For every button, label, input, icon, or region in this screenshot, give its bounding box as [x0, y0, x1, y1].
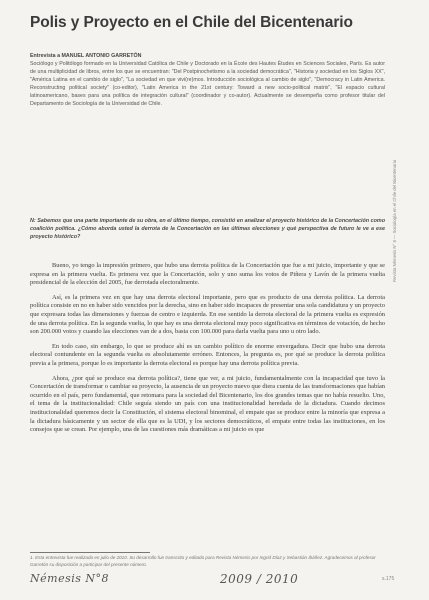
article-body — [30, 262, 385, 441]
interviewee-bio: Sociólogo y Politólogo formado en la Universidad Católica de Chile y Doctorado en la École des Hautes Études en Sciences Sociales, París. Es autor de una multiplicidad de libros, entre los que se encuentran: "Del Postpinochetismo a la sociedad democrática", "Historia y sociedad en los Siglos XX", "América Latina en el cambio de siglo", "La sociedad en que vivi(re)mos. Introducción sociológica al cambio de siglo", "Democracy in Latin America. Reconstructing political society" (co-editor), "Latin America in the 21st century: Toward a new socio-political matrix", "El espacio cultural latinoamericano, bases para una política de integración cultural" (coordinador y co-autor). Actualmente se desempeña como profesor titular del Departamento de Sociología de la Universidad de Chile. — [30, 61, 385, 107]
interviewee-name: Entrevista a MANUEL ANTONIO GARRETÓN — [30, 53, 142, 59]
body-paragraph: En todo caso, sin embargo, lo que se produce ahí es un cambio político de enorme envergadura. Decir que hubo una derrota electoral contundente en la segunda vuelta es absolutamente erróneo. Entonces, la pregunta es, por qué se produce la derrota política previa a la primera, porque lo es importante la derrota electoral es porque hay una derrota política previa. — [30, 342, 385, 367]
article-title: Polis y Proyecto en el Chile del Bicentenario — [30, 14, 353, 31]
footnote: 1. Esta entrevista fue realizada en julio de 2010. Su desarrollo fue transcrito y editado para Revista Némesis por Ingrid Díaz y Sebastián Ibáñez. Agradecemos al profesor Garretón su disposición a participar del presente número. — [30, 555, 376, 567]
handwritten-journal-note: Némesis N°8 — [30, 572, 110, 585]
interview-header — [30, 52, 385, 108]
page-number: s.175 — [382, 576, 395, 582]
side-margin-note: Revista Némesis N° 8 — Sociología en el Chile del Bicentenario — [392, 159, 397, 282]
body-paragraph: Bueno, yo tengo la impresión primero, que hubo una derrota política de la Concertación que fue a mi juicio, importante y que se expresa en la primera vuelta. Es primera vez que la Concertación, solo y uno suma los votos de Piñera y Lavín de la primera vuelta presidencial de la elección del 2005, fue derrotada electoralmente. — [30, 262, 385, 287]
body-paragraph: Así, es la primera vez en que hay una derrota electoral importante, pero que es producto de una derrota política. La derrota política consiste en no en haber sido vencidos por la derecha, sino en haber sido incapaces de presentar una sola candidatura y un proyecto que expresara todas las dimensiones y fuerzas de centro e izquierda. En ese sentido la derrota electoral de la primera vuelta es expresión de una derrota política. En la segunda vuelta, lo que hay es una derrota electoral muy poco significativa en términos de votación, de hecho son 200.000 votos y cuando las elecciones van de a dos, basta con 100.000 para darla vuelta para uno u otro lado. — [30, 293, 385, 336]
body-paragraph: Ahora, ¿por qué se produce esa derrota política?, tiene que ver, a mi juicio, fundamentalmente con la incapacidad que tuvo la Concertación de transformar o cambiar su proyecto, la ausencia de un proyecto nuevo que diera cuenta de las transformaciones que habían ocurrido en el país, pero fundamental, que retomara para la sociedad del Bicentenario, los dos grandes temas que no había resuelto. Uno, el tema de la institucionalidad: Chile seguía siendo un país con una institucionalidad heredada de la dictadura. Cuando decimos institucionalidad queremos decir la Constitución, el sistema electoral binominal, el empate que se produce entre la minoría que expresa a la dictadura básicamente y un sector de ella que es la UDI, y los sectores democráticos, el empate entre todas las instituciones, en los consejos que se crean. Por ejemplo, una de las cuestiones más dramáticas a mi juicio es que — [30, 374, 385, 434]
footnote-divider — [30, 552, 150, 553]
interview-question: N: Sabemos que una parte importante de su obra, en el último tiempo, consistió en analizar el proyecto histórico de la Concertación como coalición política. ¿Cómo aborda usted la derrota de la Concertación en las últimas elecciones y qué perspectiva de futuro le ve a ese proyecto histórico? — [30, 218, 385, 240]
handwritten-year-note: 2009 / 2010 — [220, 572, 299, 586]
